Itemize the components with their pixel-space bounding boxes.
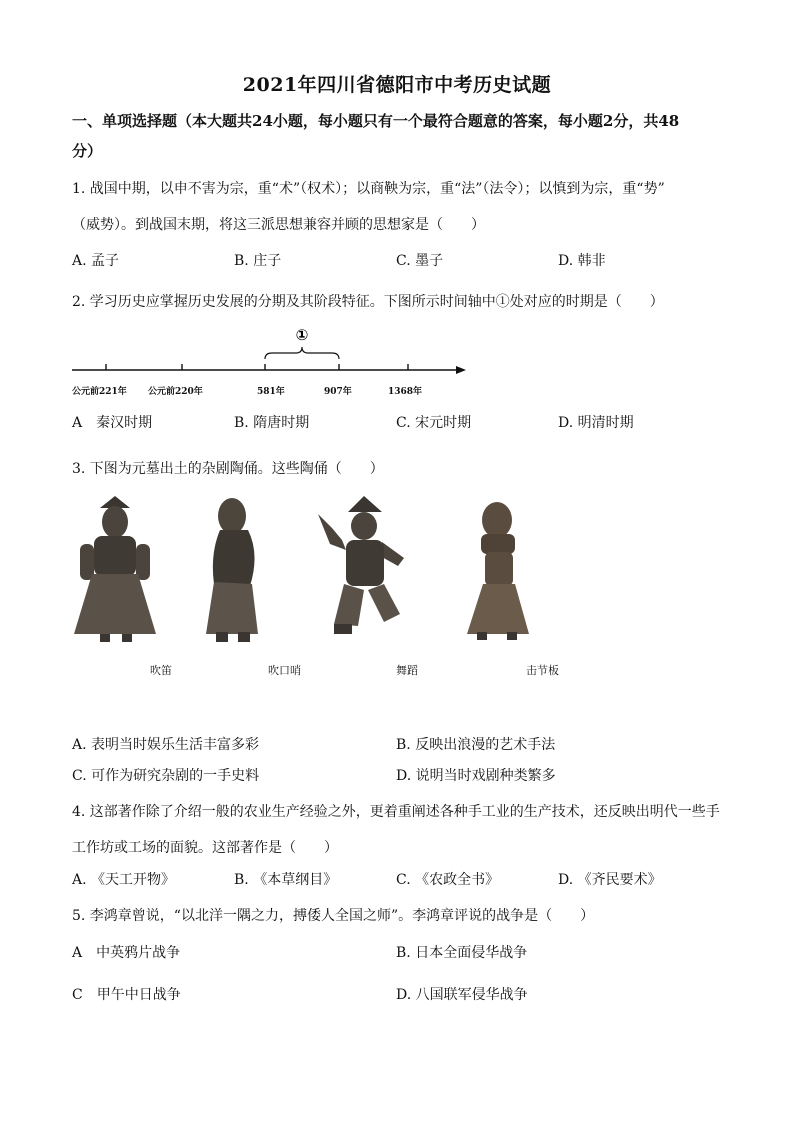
page-title: 2021年四川省德阳市中考历史试题 bbox=[242, 74, 552, 96]
q1-stem-line1: 1. 战国中期，以申不害为宗，重“术”（权术）；以商鞅为宗，重“法”（法令）；以慎到为宗，重“势” bbox=[72, 181, 665, 197]
q3-option-c[interactable]: C. 可作为研究杂剧的一手史料 bbox=[72, 768, 260, 784]
q1-stem-line2: （威势）。到战国末期，将这三派思想兼容并顾的思想家是（ ） bbox=[72, 217, 485, 233]
timeline-arrow bbox=[456, 366, 466, 374]
q4-option-a[interactable]: A. 《天工开物》 bbox=[72, 872, 176, 888]
caption-clapper: 击节板 bbox=[526, 664, 559, 677]
q3-option-a[interactable]: A. 表明当时娱乐生活丰富多彩 bbox=[72, 737, 260, 753]
q5-option-b[interactable]: B. 日本全面侵华战争 bbox=[396, 945, 528, 961]
q2-option-b[interactable]: B. 隋唐时期 bbox=[234, 415, 310, 431]
section-heading-line2: 分） bbox=[72, 142, 103, 160]
q4-option-b[interactable]: B. 《本草纲目》 bbox=[234, 872, 338, 888]
q1-option-c[interactable]: C. 墨子 bbox=[396, 253, 444, 269]
figurine-flute-player bbox=[70, 494, 160, 646]
timeline-label-221bc: 公元前221年 bbox=[72, 387, 127, 397]
section-heading-line1: 一、单项选择题（本大题共24小题，每小题只有一个最符合题意的答案，每小题2分，共48 bbox=[72, 112, 680, 130]
brace-marker bbox=[265, 347, 339, 359]
q2-stem: 2. 学习历史应掌握历史发展的分期及其阶段特征。下图所示时间轴中①处对应的时期是（ ） bbox=[72, 294, 664, 310]
q5-stem: 5. 李鸿章曾说，“以北洋一隅之力，搏倭人全国之师”。李鸿章评说的战争是（ ） bbox=[72, 908, 595, 924]
caption-dance: 舞蹈 bbox=[396, 664, 418, 677]
timeline-label-1368: 1368年 bbox=[388, 387, 423, 397]
timeline-label-581: 581年 bbox=[257, 387, 285, 397]
timeline-label-907: 907年 bbox=[324, 387, 352, 397]
q5-option-a[interactable]: A 中英鸦片战争 bbox=[72, 945, 181, 961]
q1-option-d[interactable]: D. 韩非 bbox=[558, 253, 606, 269]
caption-flute: 吹笛 bbox=[150, 664, 172, 677]
q5-option-d[interactable]: D. 八国联军侵华战争 bbox=[396, 987, 528, 1003]
figurine-dancer bbox=[312, 494, 412, 646]
q4-option-c[interactable]: C. 《农政全书》 bbox=[396, 872, 500, 888]
q3-option-b[interactable]: B. 反映出浪漫的艺术手法 bbox=[396, 737, 556, 753]
figurine-whistler bbox=[196, 494, 276, 646]
q2-option-c[interactable]: C. 宋元时期 bbox=[396, 415, 472, 431]
marker-circled-1: ① bbox=[295, 326, 309, 344]
q4-stem-line1: 4. 这部著作除了介绍一般的农业生产经验之外，更着重阐述各种手工业的生产技术，还反映出明代一些手 bbox=[72, 804, 720, 820]
q1-option-b[interactable]: B. 庄子 bbox=[234, 253, 282, 269]
q3-option-d[interactable]: D. 说明当时戏剧种类繁多 bbox=[396, 768, 556, 784]
q2-option-d[interactable]: D. 明清时期 bbox=[558, 415, 634, 431]
figurine-clapper bbox=[455, 494, 545, 646]
timeline-diagram bbox=[60, 322, 480, 382]
q4-stem-line2: 工作坊或工场的面貌。这部著作是（ ） bbox=[72, 840, 338, 856]
caption-whistle: 吹口哨 bbox=[268, 664, 301, 677]
q4-option-d[interactable]: D. 《齐民要术》 bbox=[558, 872, 662, 888]
q2-option-a[interactable]: A 秦汉时期 bbox=[72, 415, 153, 431]
q3-stem: 3. 下图为元墓出土的杂剧陶俑。这些陶俑（ ） bbox=[72, 461, 384, 477]
q5-option-c[interactable]: C 甲午中日战争 bbox=[72, 987, 181, 1003]
timeline-label-220bc: 公元前220年 bbox=[148, 387, 203, 397]
q1-option-a[interactable]: A. 孟子 bbox=[72, 253, 120, 269]
